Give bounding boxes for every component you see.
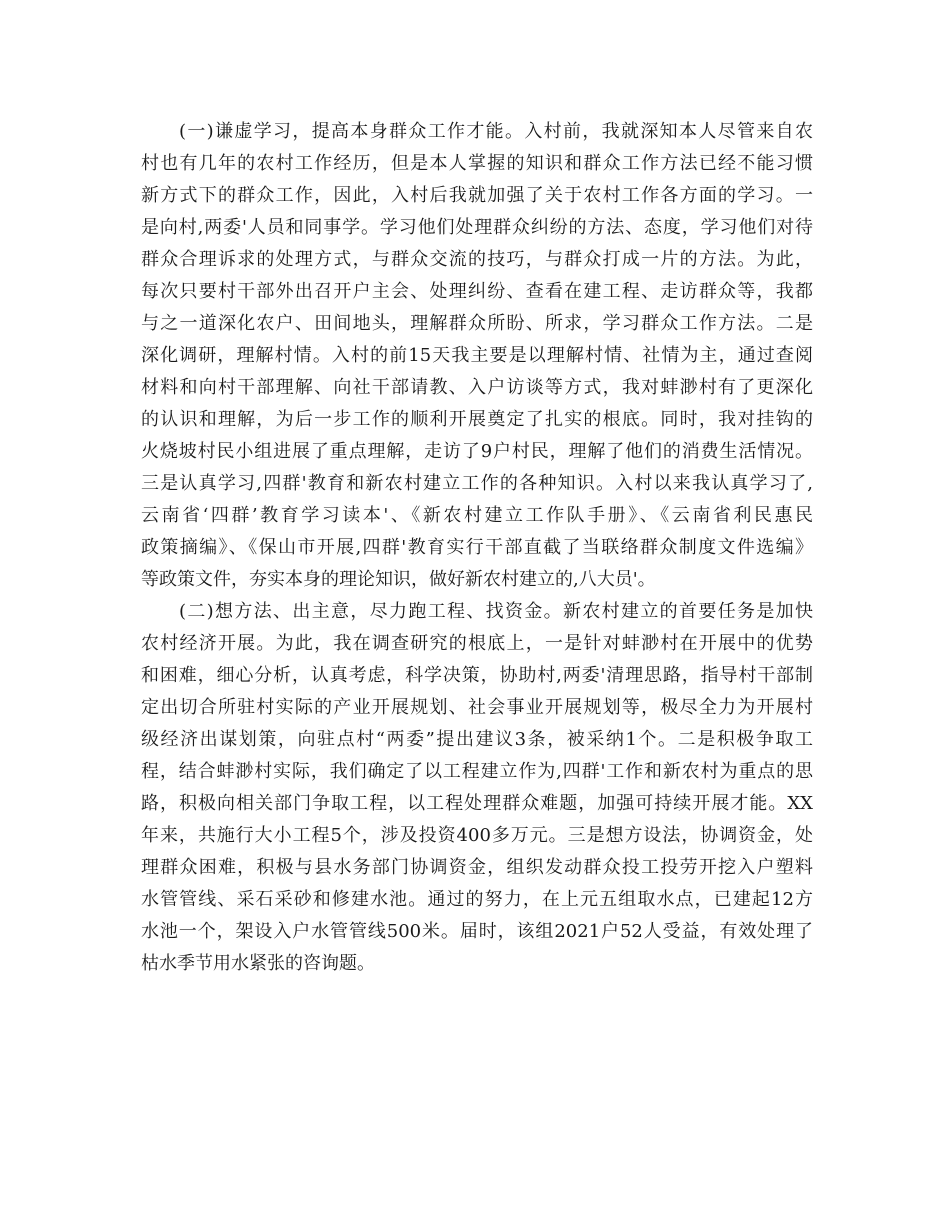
- paragraph-line: 是向村,两委'人员和同事学。学习他们处理群众纠纷的方法、态度，学习他们对待: [141, 217, 813, 238]
- paragraph-line: 和困难，细心分析，认真考虑，科学决策，协助村,两委'清理思路，指导村干部制: [141, 665, 813, 686]
- paragraph-line: 群众合理诉求的处理方式，与群众交流的技巧，与群众打成一片的方法。为此，: [141, 249, 813, 270]
- paragraph-line: (一)谦虚学习，提高本身群众工作才能。入村前，我就深知本人尽管来自农: [179, 121, 813, 142]
- document-body: [141, 116, 813, 980]
- paragraph-line: 枯水季节用水紧张的咨询题。: [141, 953, 375, 974]
- paragraph-line: 三是认真学习,四群'教育和新农村建立工作的各种知识。入村以来我认真学习了,: [141, 473, 813, 494]
- paragraph-line: 年来，共施行大小工程5个，涉及投资400多万元。三是想方设法，协调资金，处: [141, 825, 813, 846]
- paragraph-line: 材料和向村干部理解、向社干部请教、入户访谈等方式，我对蚌渺村有了更深化: [141, 377, 813, 398]
- paragraph-line: 路，积极向相关部门争取工程，以工程处理群众难题，加强可持续开展才能。XX: [141, 793, 813, 814]
- paragraph-line: 农村经济开展。为此，我在调查研究的根底上，一是针对蚌渺村在开展中的优势: [141, 633, 813, 654]
- paragraph-line: 政策摘编》、《保山市开展,四群'教育实行干部直截了当联络群众制度文件选编》: [141, 537, 813, 558]
- paragraph-line: 理群众困难，积极与县水务部门协调资金，组织发动群众投工投劳开挖入户塑料: [141, 857, 813, 878]
- paragraph-2: [141, 596, 813, 980]
- paragraph-line: 村也有几年的农村工作经历，但是本人掌握的知识和群众工作方法已经不能习惯: [141, 153, 813, 174]
- paragraph-line: 云南省‘四群’教育学习读本'、《新农村建立工作队手册》、《云南省利民惠民: [141, 505, 813, 526]
- paragraph-line: 的认识和理解，为后一步工作的顺利开展奠定了扎实的根底。同时，我对挂钩的: [141, 409, 813, 430]
- paragraph-1: [141, 116, 813, 596]
- paragraph-line: 水池一个，架设入户水管管线500米。届时，该组2021户52人受益，有效处理了: [141, 921, 813, 942]
- paragraph-line: 水管管线、采石采砂和修建水池。通过的努力，在上元五组取水点，已建起12方: [141, 889, 813, 910]
- paragraph-line: 级经济出谋划策，向驻点村“两委”提出建议3条，被采纳1个。二是积极争取工: [141, 729, 813, 750]
- paragraph-line: 火烧坡村民小组进展了重点理解，走访了9户村民，理解了他们的消费生活情况。: [141, 441, 813, 462]
- paragraph-line: 等政策文件，夯实本身的理论知识，做好新农村建立的,八大员'。: [141, 569, 656, 590]
- paragraph-line: 与之一道深化农户、田间地头，理解群众所盼、所求，学习群众工作方法。二是: [141, 313, 813, 334]
- paragraph-line: 新方式下的群众工作，因此，入村后我就加强了关于农村工作各方面的学习。一: [141, 185, 813, 206]
- paragraph-line: 每次只要村干部外出召开户主会、处理纠纷、查看在建工程、走访群众等，我都: [141, 281, 813, 302]
- paragraph-line: 程，结合蚌渺村实际，我们确定了以工程建立作为,四群'工作和新农村为重点的思: [141, 761, 813, 782]
- paragraph-line: 定出切合所驻村实际的产业开展规划、社会事业开展规划等，极尽全力为开展村: [141, 697, 813, 718]
- paragraph-line: (二)想方法、出主意，尽力跑工程、找资金。新农村建立的首要任务是加快: [179, 601, 813, 622]
- paragraph-line: 深化调研，理解村情。入村的前15天我主要是以理解村情、社情为主，通过查阅: [141, 345, 813, 366]
